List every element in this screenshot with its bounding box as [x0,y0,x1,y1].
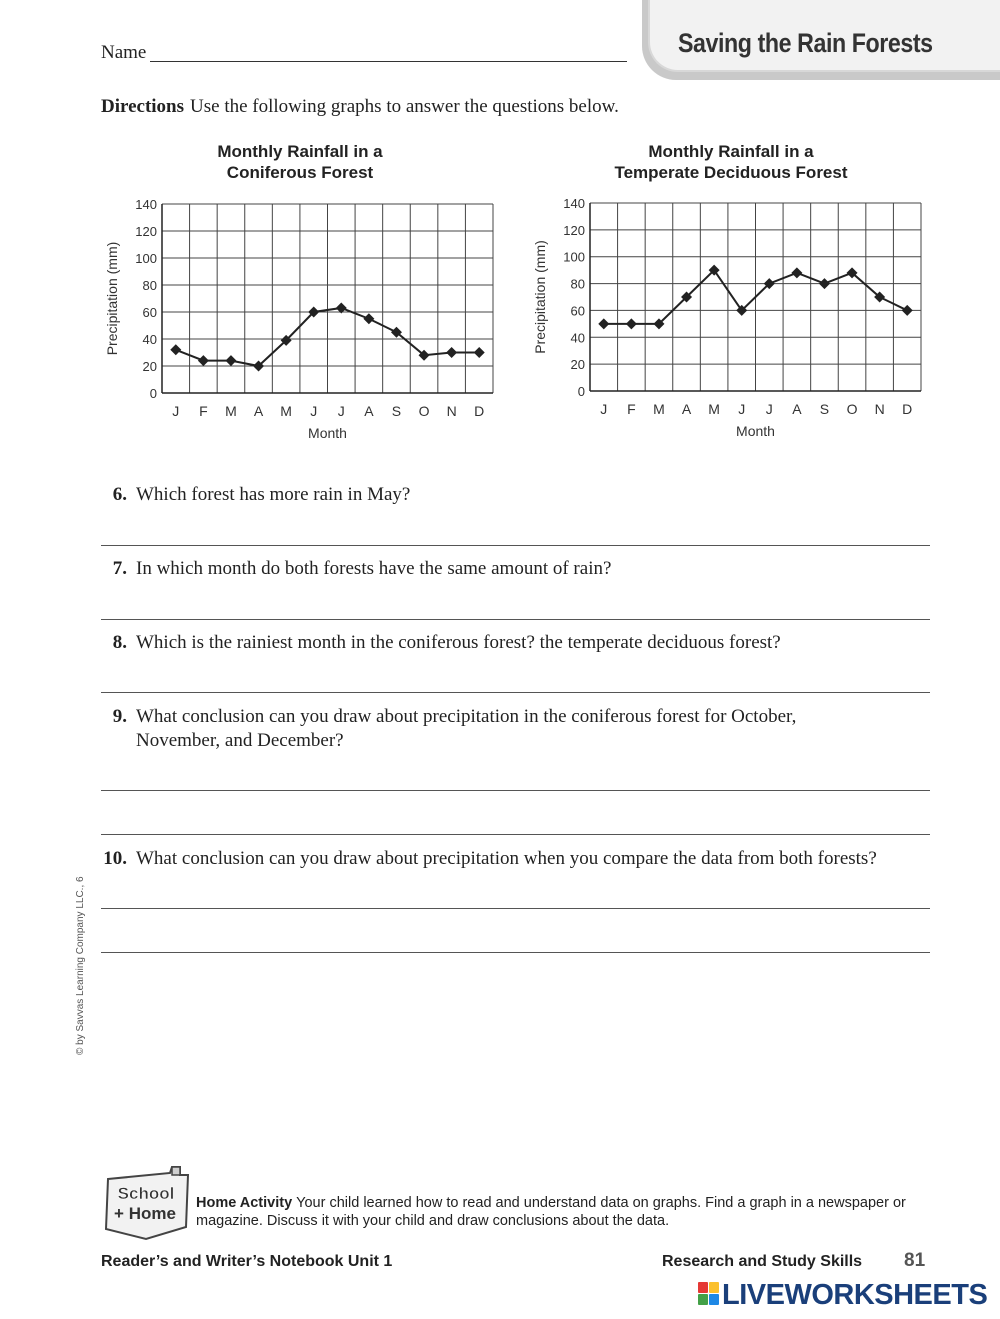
chart-2-xtick-label: M [708,401,720,417]
copyright-notice: © by Savvas Learning Company LLC., 6 [75,876,86,1055]
chart-1-ytick-label: 140 [135,197,157,212]
chart-1-xtick-label: S [391,403,402,419]
worksheet-title: Saving the Rain Forests [678,28,933,58]
logo-school-text: School [117,1184,175,1203]
chart-2-xtick-label: O [846,401,858,417]
deciduous-rainfall-chart [500,0,970,450]
question-6-text: Which forest has more rain in May? [136,484,411,505]
chart-1-title-line1: Monthly Rainfall in a [217,142,383,161]
page-number: 81 [904,1250,926,1271]
footer-section: Research and Study Skills [662,1253,863,1270]
home-activity-text: Your child learned how to read and understand data on graphs. Find a graph in a newspaper or magazine. Discuss it with your child and draw conclusions about the data. [196,1195,906,1229]
chart-2-xtick-label: J [600,401,608,417]
chart-1-ytick-label: 120 [135,224,157,239]
chart-2-ytick-label: 120 [563,222,585,238]
chart-1-xtick-label: A [253,403,264,419]
directions-label: Directions [101,96,185,117]
chart-2-xtick-label: F [627,401,636,417]
chart-2-ytick-label: 0 [577,384,585,399]
chart-2-xtick-label: A [792,401,802,417]
answer-10-line-1[interactable] [101,908,930,909]
chart-2-title-line2: Temperate Deciduous Forest [614,163,848,182]
liveworksheets-logo-icon [698,1282,720,1306]
chart-2-ytick-label: 140 [563,196,585,211]
chart-2-ylabel: Precipitation (mm) [532,240,548,354]
chart-1-xtick-label: J [337,403,345,419]
answer-9-line-2[interactable] [101,834,930,835]
chart-1-xlabel: Month [308,425,347,441]
chart-2-xtick-label: J [738,401,746,417]
chart-1-data-point [225,355,236,366]
chart-1-xtick-label: M [280,403,292,419]
directions-text: Use the following graphs to answer the questions below. [190,96,619,117]
chart-1-ytick-label: 100 [135,251,157,266]
chart-2-xtick-label: S [819,401,830,417]
chart-2-data-point [791,267,802,278]
home-activity-label: Home Activity [196,1195,293,1211]
chart-1-ytick-label: 0 [149,386,157,401]
chart-2-xtick-label: J [765,401,773,417]
chart-1-data-point [446,347,457,358]
chart-1-ytick-label: 80 [142,278,157,293]
liveworksheets-watermark: LIVEWORKSHEETS [722,1279,988,1311]
answer-6-line[interactable] [101,545,930,546]
question-10-text: What conclusion can you draw about precipitation when you compare the data from both forests? [136,848,877,869]
answer-7-line[interactable] [101,619,930,620]
question-9-number: 9. [112,706,127,727]
answer-8-line[interactable] [101,692,930,693]
chart-1-xtick-label: J [310,403,318,419]
answer-10-line-2[interactable] [101,952,930,953]
chart-1-xtick-label: O [418,403,430,419]
answer-9-line-1[interactable] [101,790,930,791]
chart-2-data-point [819,278,830,289]
chart-1-xtick-label: J [172,403,180,419]
school-home-logo [100,1165,192,1243]
chart-1-xtick-label: F [199,403,208,419]
chart-2-xtick-label: D [902,401,913,417]
question-8-number: 8. [112,632,127,653]
chart-2-xtick-label: N [874,401,885,417]
chart-1-ytick-label: 60 [142,305,157,320]
chart-1-grid [162,204,493,393]
chart-1-data-point [198,355,209,366]
chart-1-title-line2: Coniferous Forest [226,163,374,182]
name-label: Name [101,42,147,63]
question-9-text-line2: November, and December? [136,730,344,751]
question-10-number: 10. [103,848,127,869]
question-6-number: 6. [112,484,127,505]
chart-1-ylabel: Precipitation (mm) [104,241,120,356]
chart-1-ytick-label: 40 [142,332,157,347]
chart-1-data-point [474,347,485,358]
chart-2-xlabel: Month [736,423,775,439]
home-activity [196,1194,936,1230]
question-9-text [136,705,936,753]
chart-1-xtick-label: D [474,403,485,419]
chart-2-data-point [598,318,609,329]
coniferous-rainfall-chart [0,0,520,450]
chart-2-xtick-label: A [681,401,692,417]
question-7-number: 7. [112,558,127,579]
footer-notebook-unit: Reader’s and Writer’s Notebook Unit 1 [101,1253,393,1270]
chart-1-ytick-label: 20 [142,359,157,374]
chart-2-ytick-label: 40 [570,330,585,346]
chart-2-title-line1: Monthly Rainfall in a [648,142,814,161]
question-9-text-line1: What conclusion can you draw about precipitation in the coniferous forest for October, [136,706,797,727]
chart-2-data-point [626,318,637,329]
chart-2-ytick-label: 100 [563,249,585,265]
chart-2-ytick-label: 80 [570,276,585,292]
logo-home-text: + Home [114,1204,176,1223]
chart-1-xtick-label: N [446,403,457,419]
chart-1-data-point [170,344,181,355]
chart-2-xtick-label: M [653,401,665,417]
chart-1-xtick-label: M [225,403,237,419]
chart-2-ytick-label: 60 [570,303,585,319]
chart-2-data-point [902,305,913,316]
question-8-text: Which is the rainiest month in the coniferous forest? the temperate deciduous forest? [136,632,781,653]
chart-1-data-point [363,313,374,324]
chart-2-ytick-label: 20 [570,357,585,373]
chart-1-xtick-label: A [364,403,374,419]
question-7-text: In which month do both forests have the same amount of rain? [136,558,612,579]
